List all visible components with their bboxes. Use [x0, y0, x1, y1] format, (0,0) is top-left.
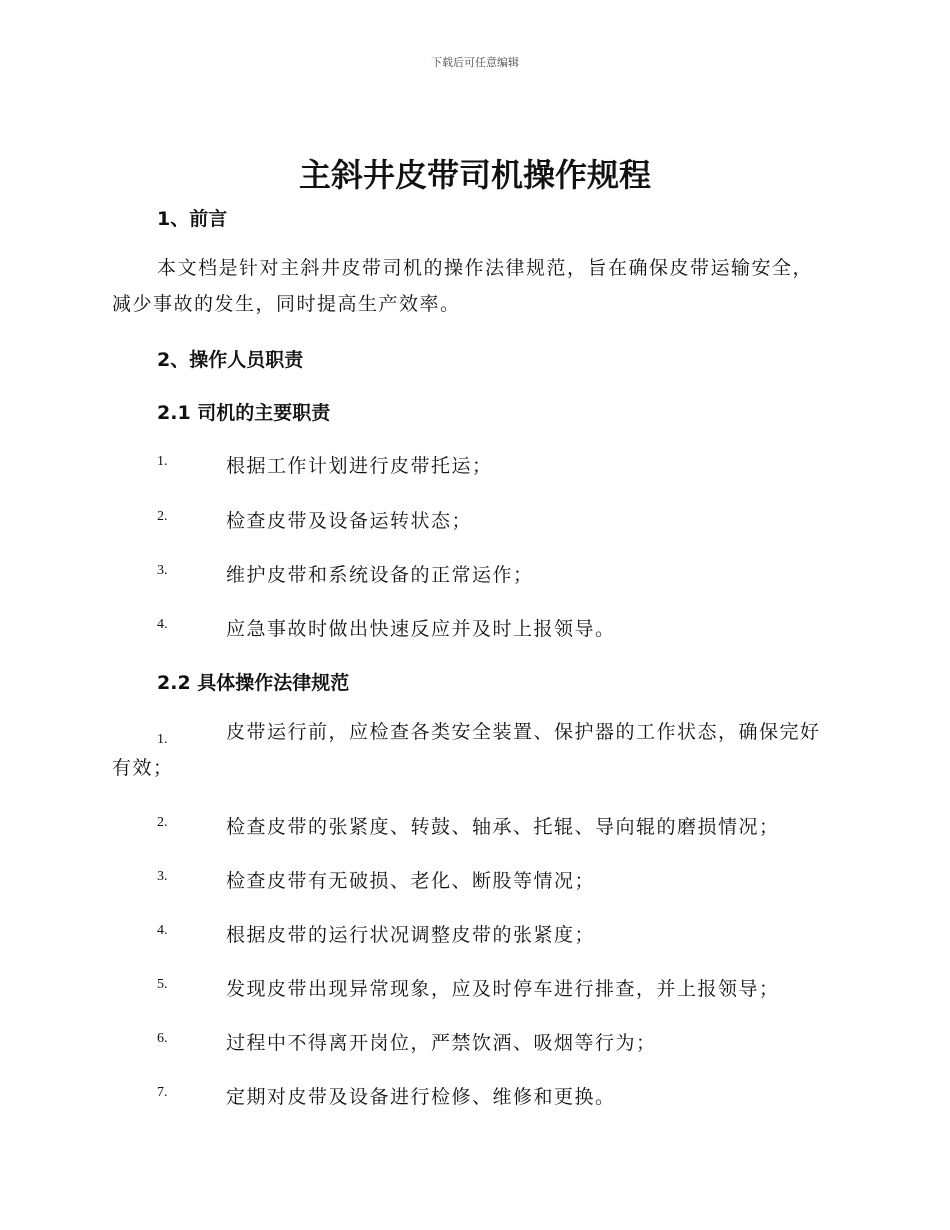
- list-item-text: 检查皮带的张紧度、转鼓、轴承、托辊、导向辊的磨损情况；: [226, 816, 780, 838]
- list-item-number: 1.: [157, 732, 168, 747]
- list-item-number: 3.: [157, 563, 168, 578]
- page-header: 下载后可任意编辑: [431, 56, 519, 69]
- list-item-number: 4.: [157, 923, 168, 938]
- list-item-number: 3.: [157, 869, 168, 884]
- list-item-text: 根据皮带的运行状况调整皮带的张紧度；: [226, 924, 596, 946]
- list-item-number: 2.: [157, 815, 168, 830]
- subsection-heading-operating-rules: 2.2 具体操作法律规范: [157, 672, 350, 694]
- list-item-text: 维护皮带和系统设备的正常运作；: [226, 564, 534, 586]
- list-item: [112, 1028, 832, 1055]
- list-item-number: 4.: [157, 617, 168, 632]
- list-item-number: 1.: [157, 454, 168, 469]
- list-item-text: 过程中不得离开岗位，严禁饮酒、吸烟等行为；: [226, 1032, 657, 1054]
- list-item-number: 6.: [157, 1031, 168, 1046]
- list-item-text: 根据工作计划进行皮带托运；: [226, 455, 493, 477]
- list-item: [112, 614, 832, 641]
- list-item-number: 7.: [157, 1085, 168, 1100]
- list-item-text: 检查皮带有无破损、老化、断股等情况；: [226, 870, 596, 892]
- list-item: [112, 506, 832, 533]
- list-item-text: 定期对皮带及设备进行检修、维修和更换。: [226, 1086, 616, 1108]
- section-heading-preface: 1、前言: [157, 208, 228, 230]
- subsection-heading-main-duties: 2.1 司机的主要职责: [157, 402, 331, 424]
- list-item-text: 发现皮带出现异常现象，应及时停车进行排查，并上报领导；: [226, 978, 780, 1000]
- list-item: [112, 560, 832, 587]
- list-item-text: 应急事故时做出快速反应并及时上报领导。: [226, 618, 616, 640]
- list-item: [112, 451, 832, 478]
- list-item: [112, 812, 832, 839]
- list-item-number: 5.: [157, 977, 168, 992]
- list-item: [112, 974, 832, 1001]
- document-title: 主斜井皮带司机操作规程: [298, 156, 651, 194]
- list-item: [112, 920, 832, 947]
- preface-paragraph: 本文档是针对主斜井皮带司机的操作法律规范，旨在确保皮带运输安全，减少事故的发生，同时提高生产效率。: [112, 257, 814, 315]
- list-item: [112, 1082, 832, 1109]
- section-heading-duties: 2、操作人员职责: [157, 349, 304, 371]
- list-item-text: 皮带运行前，应检查各类安全装置、保护器的工作状态，确保完好有效；: [112, 721, 821, 779]
- list-item: [112, 866, 832, 893]
- list-item-number: 2.: [157, 509, 168, 524]
- list-item: [112, 714, 832, 786]
- list-item-text: 检查皮带及设备运转状态；: [226, 510, 473, 532]
